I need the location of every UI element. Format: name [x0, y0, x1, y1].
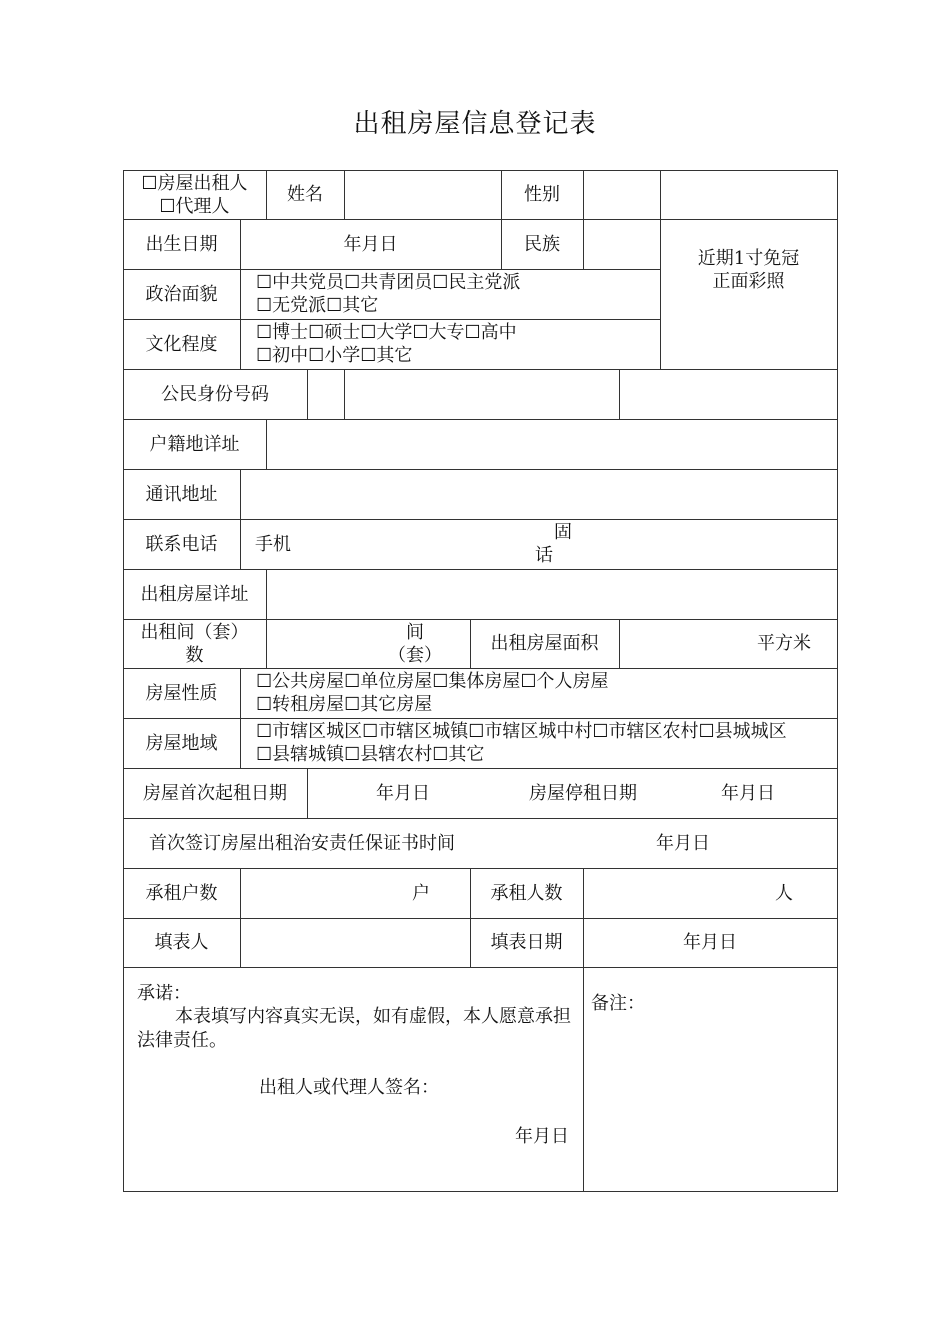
filler-label: 填表人	[154, 932, 209, 953]
security-pledge-date-label: 首次签订房屋出租治安责任保证书时间	[149, 832, 455, 854]
house-region-line1: ☐市辖区城区☐市辖区城镇☐市辖区城中村☐市辖区农村☐县城城区	[256, 721, 787, 742]
start-rent-date-field[interactable]: 年月日	[376, 782, 430, 804]
house-nature-line2: ☐转租房屋☐其它房屋	[256, 694, 433, 715]
landline-label-line2: 话	[535, 545, 553, 566]
birth-date-label: 出生日期	[145, 233, 218, 255]
landline-label-line1: 固	[554, 522, 572, 543]
tenant-households-label: 承租户数	[145, 882, 218, 904]
political-status-options[interactable]	[240, 269, 660, 319]
stop-rent-date-field[interactable]: 年月日	[721, 782, 775, 804]
education-options-line2: ☐初中☐小学☐其它	[256, 345, 413, 366]
house-region-line2: ☐县辖城镇☐县辖农村☐其它	[256, 744, 485, 765]
remarks-label: 备注：	[591, 993, 645, 1014]
room-count-label-line1: 出租间（套）	[140, 621, 249, 643]
table-line	[307, 768, 308, 818]
stop-rent-date-label: 房屋停租日期	[529, 782, 637, 804]
table-line	[837, 170, 838, 1192]
political-status-label: 政治面貌	[145, 283, 218, 305]
form-title: 出租房屋信息登记表	[353, 109, 597, 139]
fill-date-label: 填表日期	[490, 932, 563, 953]
gender-field[interactable]	[583, 170, 660, 219]
house-nature-options[interactable]	[240, 668, 837, 718]
political-options-line2: ☐无党派☐其它	[256, 295, 379, 316]
rental-area-field[interactable]: 平方米	[757, 633, 811, 654]
role-checkbox-cell[interactable]	[123, 170, 266, 219]
education-label: 文化程度	[145, 333, 218, 355]
mobile-label: 手机	[255, 533, 291, 555]
remarks-section[interactable]	[583, 967, 837, 1191]
id-number-label: 公民身份号码	[161, 383, 269, 405]
name-label: 姓名	[287, 184, 323, 205]
photo-note-line1: 近期1寸免冠	[697, 248, 800, 269]
table-line	[619, 369, 620, 419]
promise-body: 本表填写内容真实无误，如有虚假，本人愿意承担法律责任。	[137, 1006, 571, 1051]
id-number-field[interactable]	[344, 369, 619, 419]
promise-title: 承诺：	[137, 983, 191, 1004]
rental-address-label: 出租房屋详址	[140, 583, 249, 605]
landline-label	[523, 519, 573, 569]
room-count-field[interactable]	[266, 619, 470, 668]
signature-label: 出租人或代理人签名：	[259, 1077, 439, 1098]
birth-date-field[interactable]: 年月日	[343, 233, 398, 255]
gender-label: 性别	[524, 184, 560, 205]
registration-form-table	[123, 170, 838, 1192]
name-field[interactable]	[344, 170, 501, 219]
photo-note-line2: 正面彩照	[712, 271, 785, 292]
house-nature-line1: ☐公共房屋☐单位房屋☐集体房屋☐个人房屋	[256, 671, 609, 692]
room-unit-line1: 间	[406, 621, 424, 643]
photo-placeholder	[660, 219, 837, 319]
agent-checkbox-label: ☐代理人	[159, 195, 230, 217]
mobile-field[interactable]	[420, 519, 837, 569]
education-options[interactable]	[240, 319, 660, 369]
room-unit-line2: （套）	[388, 644, 442, 666]
political-options-line1: ☐中共党员☐共青团员☐民主党派	[256, 272, 521, 293]
room-count-label-line2: 数	[185, 644, 204, 666]
house-region-options[interactable]	[240, 718, 837, 768]
house-region-label: 房屋地域	[145, 732, 218, 754]
table-line	[123, 1191, 838, 1192]
landlord-checkbox-label: ☐房屋出租人	[141, 172, 248, 194]
security-pledge-date-field[interactable]: 年月日	[656, 832, 710, 854]
filler-field[interactable]	[240, 918, 470, 967]
hukou-address-field[interactable]	[266, 419, 837, 469]
tenant-count-field[interactable]: 人	[775, 882, 793, 904]
mailing-address-label: 通讯地址	[145, 483, 218, 505]
table-line	[307, 369, 308, 419]
rental-address-field[interactable]	[266, 569, 837, 619]
room-count-label	[123, 619, 266, 668]
mailing-address-field[interactable]	[240, 469, 837, 519]
phone-label: 联系电话	[145, 533, 218, 555]
promise-section	[123, 967, 583, 1191]
hukou-address-label: 户籍地详址	[149, 433, 240, 455]
rental-area-label: 出租房屋面积	[490, 633, 599, 654]
education-options-line1: ☐博士☐硕士☐大学☐大专☐高中	[256, 322, 517, 343]
tenant-households-field[interactable]: 户	[412, 882, 430, 904]
ethnicity-label: 民族	[524, 233, 560, 255]
ethnicity-field[interactable]	[583, 219, 660, 269]
tenant-count-label: 承租人数	[490, 882, 563, 904]
fill-date-field[interactable]: 年月日	[683, 932, 737, 953]
house-nature-label: 房屋性质	[145, 682, 218, 704]
start-rent-date-label: 房屋首次起租日期	[143, 782, 287, 804]
signature-date: 年月日	[515, 1126, 569, 1147]
